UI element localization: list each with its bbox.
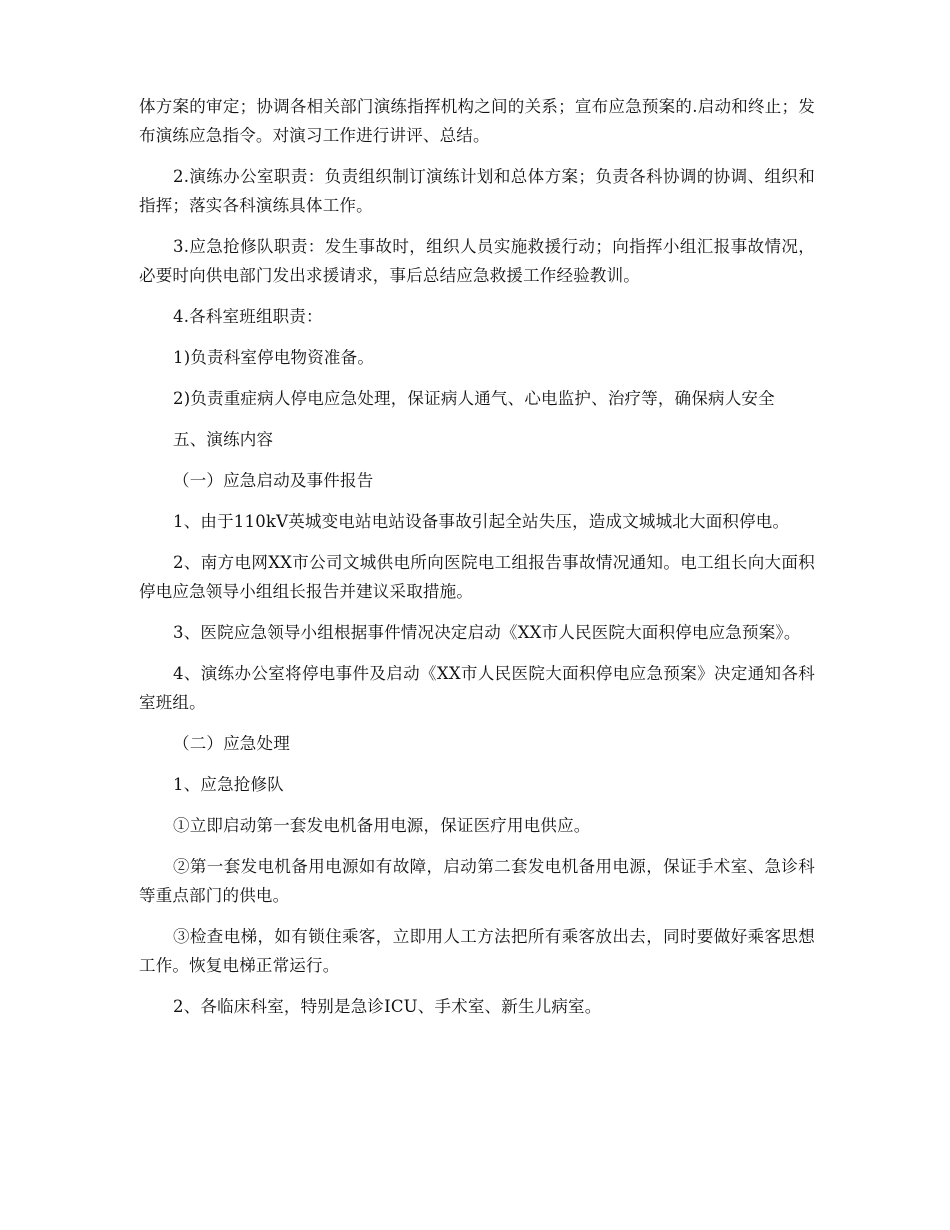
paragraph: 体方案的审定；协调各相关部门演练指挥机构之间的关系；宣布应急预案的.启动和终止；发布演练应急指令。对演习工作进行讲评、总结。 xyxy=(139,97,815,145)
subsection-heading: （一）应急启动及事件报告 xyxy=(173,471,374,490)
list-item: 1)负责科室停电物资准备。 xyxy=(173,348,375,367)
list-item: ②第一套发电机备用电源如有故障，启动第二套发电机备用电源，保证手术室、急诊科等重点部门的供电。 xyxy=(139,857,815,905)
list-item: ③检查电梯，如有锁住乘客，立即用人工方法把所有乘客放出去，同时要做好乘客思想工作。恢复电梯正常运行。 xyxy=(139,927,815,975)
paragraph: 2、南方电网XX市公司文城供电所向医院电工组报告事故情况通知。电工组长向大面积停电应急领导小组组长报告并建议采取措施。 xyxy=(139,553,815,601)
paragraph: 4.各科室班组职责： xyxy=(173,307,323,326)
section-heading: 五、演练内容 xyxy=(173,430,274,449)
document-body xyxy=(139,92,815,1033)
paragraph: 1、由于110kV英城变电站电站设备事故引起全站失压，造成文城城北大面积停电。 xyxy=(173,512,790,531)
paragraph: 1、应急抢修队 xyxy=(173,775,284,794)
subsection-heading: （二）应急处理 xyxy=(173,734,290,753)
paragraph: 3、医院应急领导小组根据事件情况决定启动《XX市人民医院大面积停电应急预案》。 xyxy=(173,623,801,642)
paragraph: 4、演练办公室将停电事件及启动《XX市人民医院大面积停电应急预案》决定通知各科室班组。 xyxy=(139,664,815,712)
paragraph: 2.演练办公室职责：负责组织制订演练计划和总体方案；负责各科协调的协调、组织和指挥；落实各科演练具体工作。 xyxy=(139,167,815,215)
paragraph: 3.应急抢修队职责：发生事故时，组织人员实施救援行动；向指挥小组汇报事故情况，必要时向供电部门发出求援请求，事后总结应急救援工作经验教训。 xyxy=(139,237,815,285)
list-item: 2)负责重症病人停电应急处理，保证病人通气、心电监护、治疗等，确保病人安全 xyxy=(173,389,775,408)
paragraph: 2、各临床科室，特别是急诊ICU、手术室、新生儿病室。 xyxy=(173,997,602,1016)
list-item: ①立即启动第一套发电机备用电源，保证医疗用电供应。 xyxy=(173,816,591,835)
